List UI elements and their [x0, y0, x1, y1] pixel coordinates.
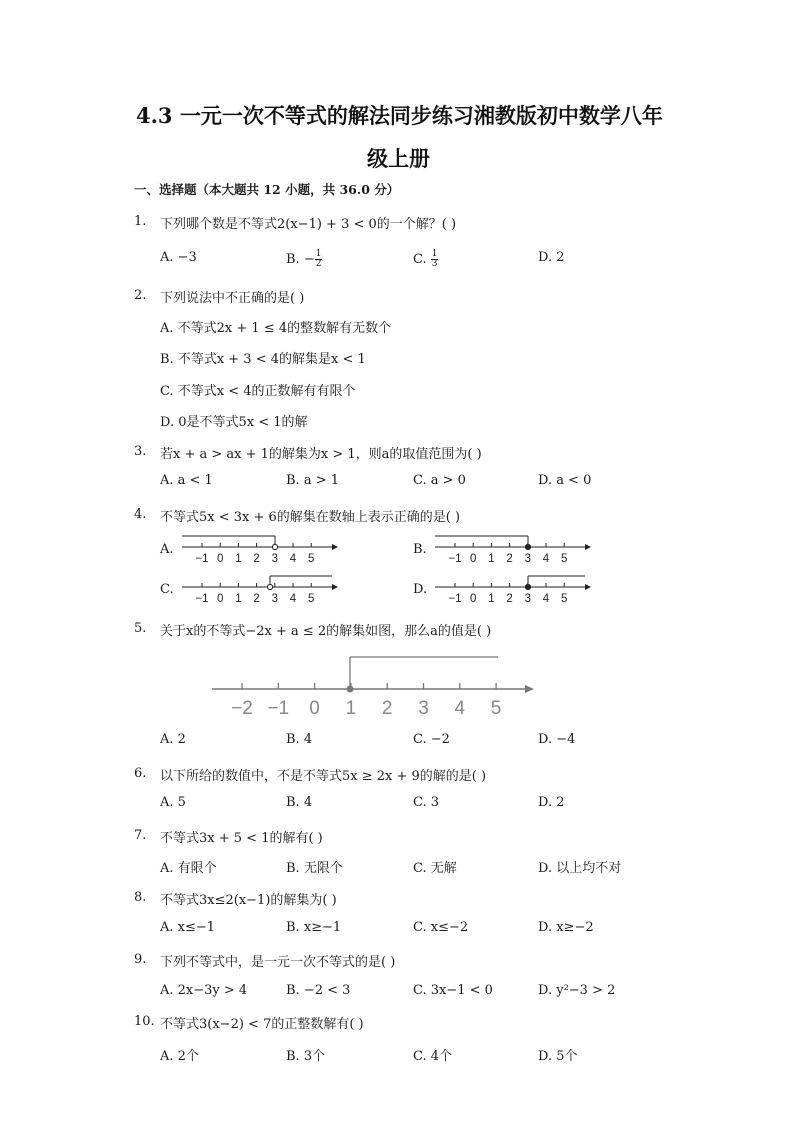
question-stem: 下列说法中不正确的是( )	[160, 291, 305, 306]
question-stem: 不等式5x < 3x + 6的解集在数轴上表示正确的是( )	[160, 510, 461, 525]
option-c	[413, 250, 438, 269]
axis-tick-label: 0	[469, 553, 477, 565]
number-line-option-c	[182, 573, 342, 607]
axis-tick-label: −1	[195, 593, 209, 605]
axis-tick-label: 1	[488, 593, 495, 605]
axis-tick-label: −2	[231, 698, 253, 719]
question-stem: 下列哪个数是不等式2(x−1) + 3 < 0的一个解？( )	[160, 217, 457, 232]
option-b: B. 无限个	[286, 861, 343, 876]
question-number: 7.	[134, 828, 147, 843]
axis-tick-label: −1	[195, 553, 209, 565]
option-b: B. −2 < 3	[286, 983, 351, 998]
axis-tick-label: 3	[524, 593, 532, 605]
option-c: C. a > 0	[413, 473, 466, 488]
axis-tick-label: 5	[560, 593, 568, 605]
axis-arrow	[585, 544, 591, 550]
fraction-denominator: 2	[315, 259, 322, 269]
number-line-figure	[212, 652, 542, 722]
axis-tick-label: 0	[469, 593, 477, 605]
question-stem: 下列不等式中，是一元一次不等式的是( )	[160, 955, 396, 970]
title-line-1: 4.3 一元一次不等式的解法同步练习湘教版初中数学八年	[136, 103, 663, 128]
option-d: D. 2	[538, 250, 565, 265]
number-line-option-b	[435, 533, 595, 567]
axis-tick-label: 1	[345, 698, 357, 719]
axis-tick-label: 5	[490, 698, 502, 719]
option-b	[286, 250, 322, 269]
option-d: D. 0是不等式5x < 1的解	[160, 415, 308, 430]
question-number: 9.	[134, 952, 147, 967]
axis-tick-label: 5	[560, 553, 568, 565]
option-c: C. 3	[413, 795, 440, 810]
question-stem: 关于x的不等式−2x + a ≤ 2的解集如图，那么a的值是( )	[160, 624, 492, 639]
axis-tick-label: 2	[506, 593, 513, 605]
axis-tick-label: 4	[542, 553, 550, 565]
question-stem: 不等式3x≤2(x−1)的解集为( )	[160, 893, 337, 908]
axis-tick-label: 2	[381, 698, 393, 719]
question-number: 2.	[134, 288, 147, 303]
axis-arrow	[332, 584, 338, 590]
option-c: C. 3x−1 < 0	[413, 983, 493, 998]
option-a: A. 2x−3y > 4	[160, 983, 248, 998]
axis-tick-label: 4	[289, 593, 297, 605]
option-a: A. 有限个	[160, 861, 217, 876]
question-number: 4.	[134, 507, 147, 522]
option-a: A. x≤−1	[160, 920, 216, 935]
section-heading: 一、选择题（本大题共 12 小题，共 36.0 分）	[134, 182, 400, 197]
option-b: B. x≥−1	[286, 920, 342, 935]
closed-endpoint	[525, 584, 530, 589]
axis-tick-label: 1	[235, 553, 242, 565]
option-b-label: B. −	[286, 252, 315, 267]
axis-tick-label: 5	[307, 553, 315, 565]
option-c: C. 4个	[413, 1049, 453, 1064]
option-a: A. 2	[160, 732, 186, 747]
axis-tick-label: 0	[216, 553, 224, 565]
axis-tick-label: −1	[267, 698, 290, 719]
option-a: A. 2个	[160, 1049, 199, 1064]
closed-endpoint	[347, 686, 354, 693]
axis-arrow	[525, 685, 534, 693]
axis-tick-label: 4	[542, 593, 550, 605]
axis-tick-label: 3	[418, 698, 429, 719]
axis-tick-label: 1	[488, 553, 495, 565]
fraction-one-third	[431, 250, 439, 269]
question-stem: 不等式3(x−2) < 7的正整数解有( )	[160, 1017, 364, 1032]
question-stem: 以下所给的数值中，不是不等式5x ≥ 2x + 9的解的是( )	[160, 769, 487, 784]
option-b: B. 不等式x + 3 < 4的解集是x < 1	[160, 352, 366, 367]
axis-tick-label: 2	[506, 553, 513, 565]
option-b: B. a > 1	[286, 473, 339, 488]
option-c: C. 无解	[413, 861, 457, 876]
option-b: B. 3个	[286, 1049, 326, 1064]
option-d: D. 以上均不对	[538, 861, 622, 876]
option-d: D. −4	[538, 732, 576, 747]
option-a: A. 不等式2x + 1 ≤ 4的整数解有无数个	[160, 321, 392, 336]
option-c: C. −2	[413, 732, 450, 747]
axis-tick-label: 3	[271, 593, 279, 605]
option-a: A. 5	[160, 795, 186, 810]
option-d: D. y²−3 > 2	[538, 983, 616, 998]
option-c: C. 不等式x < 4的正数解有有限个	[160, 384, 356, 399]
question-number: 5.	[134, 621, 147, 636]
question-number: 1.	[134, 214, 147, 229]
axis-tick-label: 0	[309, 698, 320, 719]
axis-tick-label: 4	[289, 553, 297, 565]
axis-arrow	[332, 544, 338, 550]
option-d: D. x≥−2	[538, 920, 594, 935]
option-d: D. 2	[538, 795, 565, 810]
option-d: D. 5个	[538, 1049, 578, 1064]
axis-tick-label: 1	[235, 593, 242, 605]
fraction-numerator: 1	[431, 249, 438, 259]
open-endpoint	[272, 544, 277, 549]
option-a: A. −3	[160, 250, 197, 265]
option-b: B.	[413, 542, 427, 557]
axis-tick-label: 2	[253, 593, 260, 605]
axis-tick-label: 3	[271, 553, 279, 565]
question-stem: 不等式3x + 5 < 1的解有( )	[160, 831, 323, 846]
fraction-numerator: 1	[315, 249, 322, 259]
axis-tick-label: 4	[454, 698, 466, 719]
option-c: C. x≤−2	[413, 920, 469, 935]
option-b: B. 4	[286, 795, 313, 810]
option-b: B. 4	[286, 732, 313, 747]
option-d: D. a < 0	[538, 473, 592, 488]
question-number: 6.	[134, 766, 147, 781]
axis-tick-label: 0	[216, 593, 224, 605]
axis-tick-label: 2	[253, 553, 260, 565]
question-number: 3.	[134, 444, 147, 459]
fraction-one-half	[315, 250, 323, 269]
option-c-label: C.	[413, 252, 431, 267]
closed-endpoint	[525, 544, 530, 549]
fraction-denominator: 3	[431, 259, 438, 269]
axis-tick-label: 5	[307, 593, 315, 605]
option-c: C.	[160, 582, 174, 597]
open-endpoint	[267, 584, 272, 589]
option-a: A. a < 1	[160, 473, 213, 488]
axis-tick-label: −1	[448, 553, 462, 565]
question-stem: 若x + a > ax + 1的解集为x > 1，则a的取值范围为( )	[160, 447, 482, 462]
option-a: A.	[160, 542, 174, 557]
number-line-option-a	[182, 533, 342, 567]
number-line-option-d	[435, 573, 595, 607]
axis-arrow	[585, 584, 591, 590]
title-line-2: 级上册	[367, 146, 430, 171]
question-number: 10.	[134, 1014, 155, 1029]
axis-tick-label: −1	[448, 593, 462, 605]
question-number: 8.	[134, 890, 147, 905]
axis-tick-label: 3	[524, 553, 532, 565]
option-d: D.	[413, 582, 428, 597]
